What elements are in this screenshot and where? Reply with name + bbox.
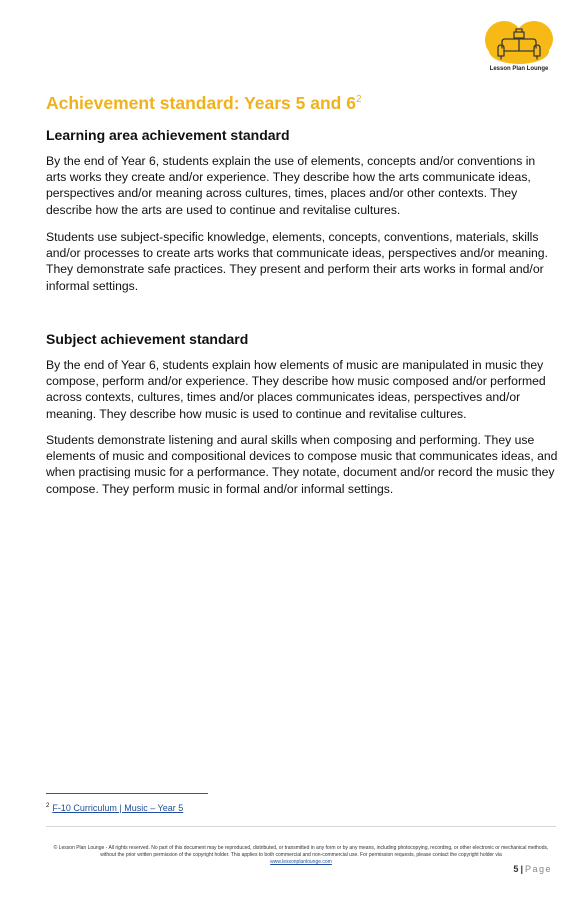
copyright-notice [46, 845, 556, 866]
page-title-text: Achievement standard: Years 5 and 6 [46, 93, 356, 113]
footnote-number: 2 [46, 803, 50, 809]
footnote-divider [46, 793, 208, 794]
subject-paragraph-2: Students demonstrate listening and aural skills when composing and performing. They use elements of music and compositional devices to compose music that communicates ideas, and when practising music for a performance. They notate, document and/or record the music they compose. They perform music in formal and/or informal settings. [46, 433, 558, 496]
footnote [46, 803, 183, 813]
page-number-separator: | [520, 864, 523, 874]
footnote-link[interactable]: F-10 Curriculum | Music – Year 5 [52, 803, 184, 813]
learning-area-paragraph-1: By the end of Year 6, students explain the use of elements, concepts and/or conventions in arts works they create and/or experience. They describe how the arts communicate ideas, perspectives and/or meaning across cultures, times, places and/or other contexts. They describe how the arts are used to continue and revitalise cultures. [46, 154, 536, 217]
subject-paragraph-1: By the end of Year 6, students explain how elements of music are manipulated in music they compose, perform and/or experience. They describe how music composed and/or performed across contexts, cultures, times and/or places communicates ideas, perspectives and/or meaning. They describe how music is used to continue and revitalise cultures. [46, 358, 546, 421]
copyright-text: © Lesson Plan Lounge - All rights reserved. No part of this document may be reproduced, distributed, or transmitted in any form or by any means, including photocopying, recording, or other electronic or mechanical methods, without the prior written permission of the copyright holder. This applies to both commercial and non-commercial use. For permission requests, please contact the copyright holder via [53, 845, 549, 858]
logo-wordmark: Lesson Plan Lounge [489, 66, 549, 72]
footer-divider [46, 826, 556, 827]
website-link[interactable]: www.lessonplanlounge.com [270, 859, 332, 865]
page-number-value: 5 [513, 864, 519, 874]
title-footnote-ref[interactable]: 2 [355, 94, 362, 106]
section-heading-subject: Subject achievement standard [46, 331, 249, 347]
learning-area-paragraph-2: Students use subject-specific knowledge, elements, concepts, conventions, materials, skills and/or processes to create arts works that communicate ideas, perspectives and/or meaning. They demonstrate safe practices. They present and perform their arts works in formal and/or informal settings. [46, 230, 548, 293]
page-label: Page [524, 864, 552, 874]
page-title [46, 93, 362, 114]
section-heading-learning-area: Learning area achievement standard [46, 127, 290, 143]
page-number [513, 864, 552, 874]
